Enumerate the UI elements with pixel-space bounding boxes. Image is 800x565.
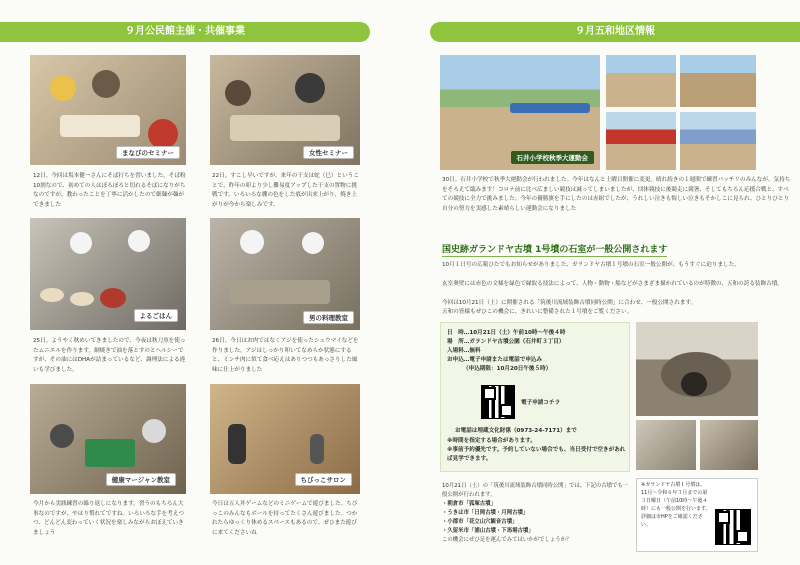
kofun-intro-3: 今回は10月21日（土）に開催される「筑後川流域装飾古墳同時公開」に合わせ、一般公開されます。 <box>442 300 697 306</box>
info-apply: お申込…電子申請または電話で申込み <box>447 357 543 363</box>
photo-sports-4 <box>606 112 676 170</box>
caption-mens-cooking: 26日。今日はお肉ではなくアジを使ったシュウマイなどを作りました。アジはしっかり叩いてなめらか状態にすると、ミンチ肉に似て食べ応えはありつつもあっさりした風味に仕上がりました <box>212 338 359 373</box>
list-item: ・小郡市「花立山穴観音古墳」 <box>442 519 518 525</box>
caption-mahjong: 今月から実践練習の繰り返しになります。習うのもちろん大事なのですが、やはり慣れてですね。いろいろな手を考えつつ、どんどん変わっていく状況を楽しみながらおぼえていきましょう <box>33 501 184 536</box>
photo-mahjong <box>30 384 186 494</box>
info-note-2: ※事前予約優先です。予約していない場合でも、当日受付で空きがあれば見学できます。 <box>447 447 626 462</box>
info-deadline: （申込期限：10月20日午後５時） <box>463 366 552 372</box>
qr-label: 電子申請コチラ <box>521 400 561 406</box>
info-date: 日 時…10月21日（土）午前10時～午後４時 <box>447 330 566 336</box>
caption-women-seminar: 22日。すこし早いですが、来年の干支は蛇（巳）ということで、昨年の卯より少し難易度アップした干支の置物に挑戦です。いろいろな棚の色をした底が出来上がり、焼き上がりが今から楽しみです。 <box>212 173 359 208</box>
kofun-intro-4: 五和の皆様もぜひこの機会に、きれいに整備された１号墳をご覧ください。 <box>442 309 633 315</box>
list-item: ・朝倉市「狐塚古墳」 <box>442 501 496 507</box>
photo-label: 石井小学校秋季大運動会 <box>511 151 595 164</box>
caption-dinner: 25日。ようやく秋めいてきましたので、今夜は秋刀魚を使ったムニエルを作ります。網焼きで油を落とすのとヘルシーですが、その油にはDHAが詰まっているなど、調理法による違いも学びました。 <box>33 338 186 373</box>
photo-sports-3 <box>680 55 756 107</box>
kofun-title: 国史跡ガランドヤ古墳 1号墳の石室が一般公開されます <box>442 242 667 257</box>
side-note-box <box>636 478 758 552</box>
caption-kids-salon: 今日は五人丼ゲームなどのミニゲームで遊びました。ちびっこのみんなもボールを持ってたくさん遊びました。つかれたらゆっくり休めるスペースもあるので、ぜひまた遊びに来てくださいね <box>212 501 358 536</box>
photo-label: 健康マージャン教室 <box>106 473 176 486</box>
photo-kofun-stone-chamber <box>636 322 758 416</box>
kofun-intro-2: 玄室奥壁には赤色の文様を緑色で縁取る技法によって、人物・動物・船などがさまざま描かれているのが特徴の、五和の誇る装飾古墳。 <box>442 281 783 287</box>
caption-soba: 12日。今回は坂本健一さんにそば打ちを習いました。そば粉10割なので、初めての人はぼろぼろと切れるそばになりがちなのですが、教わったことを丁寧に活かしたので細麺が麺ができました <box>33 173 186 208</box>
photo-label: 女性セミナー <box>303 146 354 159</box>
photo-label: ちびっこサロン <box>295 473 353 486</box>
info-note-1: ※時間を指定する場合があります。 <box>447 438 536 444</box>
list-item: ・うきは市「日岡古墳・月岡古墳」 <box>442 510 529 516</box>
photo-label: 男の料理教室 <box>303 311 354 324</box>
other-kofun-intro: 10月21日（土）の「筑後川流域装飾古墳同時公開」では、下記の古墳でも一般公開が行われます。 <box>442 483 629 498</box>
other-kofun-list <box>442 500 630 536</box>
photo-kofun-2 <box>636 420 696 470</box>
photo-kids-salon <box>210 384 360 494</box>
side-note-text: ※ガランドヤ古墳１号墳は、11月～令和６年３月までの第３日曜日（午前10時～午後４時）にも一般公開を行います。詳細は市HPをご確認ください。 <box>641 482 711 528</box>
kofun-intro-1: 10月１日号の広報ひたでもお知らせがありました、ガランドヤ古墳１号墳の石室一般公開が、もうすぐに迫りました。 <box>442 262 740 268</box>
kofun-info-box <box>440 322 630 472</box>
info-phone: お電話は埋蔵文化財係（0973-24-7171）まで <box>455 428 577 434</box>
photo-mens-cooking <box>210 218 360 330</box>
other-kofun-outro: この機会にぜひ足を運んでみてはいかがでしょうか？ <box>442 537 572 543</box>
right-page <box>408 0 800 565</box>
photo-dinner <box>30 218 186 330</box>
left-section-header: ９月公民館主催・共催事業 <box>0 22 370 42</box>
qr-code-icon[interactable] <box>481 385 515 419</box>
photo-label: まなびのセミナー <box>116 146 180 159</box>
photo-sports-day <box>440 55 600 170</box>
right-section-header: ９月五和地区情報 <box>430 22 800 42</box>
caption-sports-day: 30日。石井小学校で秋季大運動会が行われました。今年はなんと土曜日開催に変更。晴れ続きの１週間で練習バッチリのみんなが、気持ちをそろえて臨みます！コロナ前に比べ広ましい競技は減ってしまいましたが、団体競技に後競走に競箸、そしてもちろん応援合戦と、すべての競技に全力で挑みました。今年の優勝旗を手にしたのは赤組でしたが、うれしい泣きも悔しい泣きもそかしこに見られ、ひとりひとり自分の努力を実感した素晴らしい運動会になりました <box>442 177 791 212</box>
photo-sports-5 <box>680 112 756 170</box>
qr-code-icon[interactable] <box>715 509 751 545</box>
photo-sports-2 <box>606 55 676 107</box>
info-fee: 入場料…無料 <box>447 348 481 354</box>
photo-women-seminar <box>210 55 360 165</box>
photo-soba <box>30 55 186 165</box>
info-place: 場 所…ガランドヤ古墳公園（石井町３丁目） <box>447 339 565 345</box>
photo-kofun-3 <box>700 420 758 470</box>
photo-label: よるごはん <box>134 309 179 322</box>
list-item: ・久留米市「浦山古墳・下馬場古墳」 <box>442 528 534 534</box>
